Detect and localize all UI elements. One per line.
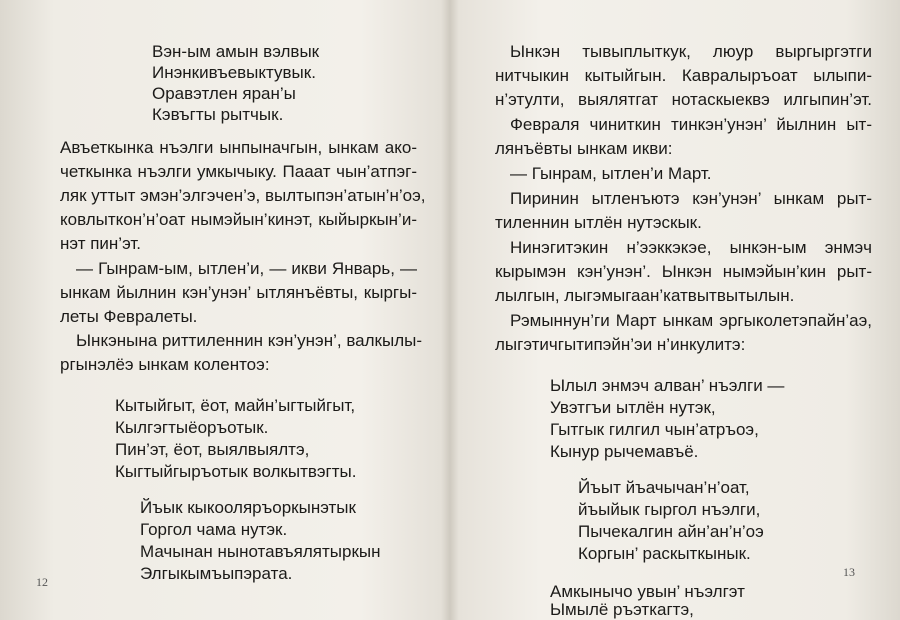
text-line: ляк уттыт эмэн’элгэчен’э, вылтыпэн’атын’н’оэ,: [60, 186, 426, 205]
verse-line: Кытыйгыт, ёот, майн’ыгтыйгыт,: [115, 396, 356, 415]
text-line: ынкам йылнин кэн’унэн’ ытлянъёвты, кыргы-: [60, 283, 417, 302]
verse-line: Йъык кыкооляръоркынэтык: [140, 498, 356, 517]
verse-line: Мачынан нынотавъялятыркын: [140, 542, 381, 561]
verse-line: Кынур рычемавъё.: [550, 442, 699, 461]
text-line: кырымэн кэн’унэн’. Ынкэн нымэйын’кин рыт-: [495, 262, 872, 281]
page-number-right: 13: [843, 565, 855, 579]
text-line: н’этулти, выялятгат нотаскыеквэ илгыпин’эт.: [495, 90, 872, 109]
verse-line: Коргын’ раскыткынык.: [578, 544, 751, 563]
verse-line: Пычекалгин айн’ан’н’оэ: [578, 522, 764, 541]
text-line: Авъеткынка нъэлги ынпыначгын, ынкам ако-: [60, 138, 417, 157]
verse-line: Кэвъгты рытчык.: [152, 105, 284, 124]
text-line: Нинэгитэкин н’ээккэкэе, ынкэн-ым энмэч: [510, 238, 872, 257]
text-line: лылгын, лыгэмыгаан’катвытвытылын.: [495, 286, 795, 305]
verse-line: Ылыл энмэч алван’ нъэлги —: [550, 376, 785, 395]
text-line: леты Февралеты.: [60, 307, 198, 326]
text-line: четкынка нъэлги умкычыку. Пааат чын’атпэг-: [60, 162, 417, 181]
text-line: ргынэлёэ ынкам колентоэ:: [60, 355, 270, 374]
verse-line: Пин’эт, ёот, выялвыялтэ,: [115, 440, 310, 459]
text-line: нэт пин’эт.: [60, 234, 141, 253]
right-page: [450, 0, 900, 620]
text-line: ковлыткон’н’оат нымэйын’кинэт, кыйыркын’и-: [60, 210, 417, 229]
text-line: Февраля чиниткин тинкэн’унэн’ йылнин ыт-: [510, 115, 872, 134]
text-line: лыгэтичгытипэйн’эи н’инкулитэ:: [495, 335, 746, 354]
text-line: тиленнин ытлён нутэскык.: [495, 213, 702, 232]
text-line: лянъёвты ынкам икви:: [495, 139, 673, 158]
verse-line: Гытгык гилгил чын’атръоэ,: [550, 420, 759, 439]
verse-line: Кылгэгтыёоръотык.: [115, 418, 269, 437]
verse-line: Элгыкымъыпэрата.: [140, 564, 293, 583]
verse-line: Оравэтлен яран’ы: [152, 84, 296, 103]
verse-line: Увэтгъи ытлён нутэк,: [550, 398, 716, 417]
verse-line: Амкынычо увын’ нъэлгэт: [550, 582, 745, 601]
verse-line: Йъыт йъачычан’н’оат,: [578, 478, 750, 497]
text-line: Пиринин ытленъютэ кэн’унэн’ ынкам рыт-: [510, 189, 872, 208]
text-line: нитчыкин кытыйгын. Кавралыръоат ылыпи-: [495, 66, 872, 85]
text-line: Рэмыннун’ги Март ынкам эргыколетэпайн’аэ,: [510, 311, 872, 330]
verse-line: Инэнкивъевыктувык.: [152, 63, 316, 82]
verse-line: Вэн-ым амын вэлвык: [152, 42, 320, 61]
page-number-left: 12: [36, 575, 48, 589]
text-line: — Гынрам, ытлен’и Март.: [510, 164, 712, 183]
verse-line: Горгол чама нутэк.: [140, 520, 288, 539]
verse-line: Ымылё ръэткагтэ,: [550, 600, 694, 619]
verse-line: Кыгтыйгыръотык волкытвэгты.: [115, 462, 357, 481]
text-line: Ынкэнына риттиленнин кэн’унэн’, валкылы-: [76, 331, 423, 350]
text-line: Ынкэн тывыплыткук, люур выргыргэтги: [510, 42, 872, 61]
verse-line: йъыйык гыргол нъэлги,: [578, 500, 761, 519]
text-line: — Гынрам-ым, ытлен’и, — икви Январь, —: [76, 259, 417, 278]
